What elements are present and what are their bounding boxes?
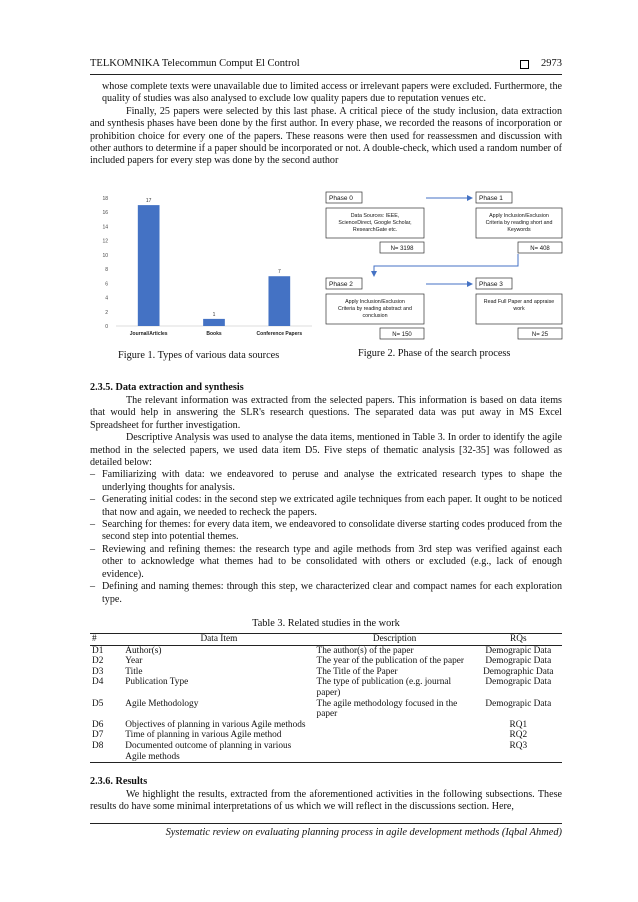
data-label: 1: [212, 311, 216, 318]
phase-description: Data Sources: IEEE,: [350, 213, 400, 219]
phase-label: Phase 2: [329, 281, 353, 288]
column-header: Description: [315, 634, 475, 646]
figure2-flow-diagram: [318, 190, 564, 340]
figure2-caption: Figure 2. Phase of the search process: [358, 348, 511, 359]
y-tick-label: 4: [105, 295, 108, 302]
arrow-phase1-to-phase2: [374, 254, 518, 276]
y-tick-label: 10: [102, 252, 108, 259]
y-tick-label: 2: [105, 309, 108, 316]
x-tick-label: Books: [206, 331, 222, 337]
intro-p1: whose complete texts were unavailable due to limited access or irrelevant papers were excluded. Furthermore, the quality of studies was also analysed to exclude low quality papers due to reputation venues etc.: [102, 81, 562, 105]
phase-description: Criteria by reading short and: [485, 220, 553, 226]
y-tick-label: 14: [102, 224, 108, 231]
y-tick-label: 8: [105, 267, 108, 274]
table-row: D3 Title The Title of the Paper Demographic Data: [92, 666, 554, 677]
table-row: D6 Objectives of planning in various Agile methods RQ1: [92, 719, 528, 730]
phase-count: N= 25: [531, 332, 549, 338]
phase-description: Keywords: [507, 227, 531, 233]
phase-count: N= 3198: [390, 246, 414, 252]
bar: [138, 205, 160, 326]
header-rule: [90, 74, 562, 75]
data-label: 7: [277, 269, 281, 276]
footer-rule: [90, 823, 562, 824]
intro-paragraph-continued: [90, 81, 562, 168]
column-header: RQs: [475, 634, 562, 646]
data-label: 17: [145, 198, 152, 205]
table-row: D5 Agile Methodology The agile methodology focused in the paper Demograpic Data: [92, 698, 552, 720]
phase-label: Phase 0: [329, 195, 353, 202]
bar: [203, 319, 225, 326]
y-tick-label: 12: [102, 238, 108, 245]
y-tick-label: 6: [105, 281, 108, 288]
x-tick-label: Conference Papers: [256, 331, 303, 337]
list-item: – Familiarizing with data: we endeavored to peruse and analyse the extricated research types to shape the underlying thoughts for analysis.: [90, 469, 562, 493]
section235-p2: Descriptive Analysis was used to analyse the data items, mentioned in Table 3. In order to identify the agile method in the selected papers, we used data item D5. Five steps of thematic analysis [32-35] was followed as detailed below:: [90, 432, 562, 469]
checkbox-square-icon: [520, 60, 529, 69]
section235-p1: The relevant information was extracted from the selected papers. This information is based on data items that would help in answering the SLR's research questions. The separated data was put away in MS Excel Spreadsheet for further investigation.: [90, 395, 562, 431]
bar: [268, 276, 290, 326]
table-header-row: [90, 634, 562, 646]
table-row: D4 Publication Type The type of publication (e.g. journal paper) Demograpic Data: [92, 677, 552, 698]
list-item: – Defining and naming themes: through this step, we characterized clear and compact names for each exploration type.: [90, 581, 562, 605]
phase-description: Apply Inclusion/Exclusion: [489, 213, 549, 219]
figure1-caption: Figure 1. Types of various data sources: [118, 350, 280, 361]
phase-label: Phase 3: [479, 281, 503, 288]
phase-description: Read Full Paper and appraise: [483, 299, 555, 305]
section-heading-2-3-5: 2.3.5. Data extraction and synthesis: [90, 382, 244, 393]
y-tick-label: 0: [105, 324, 108, 330]
table3: [90, 633, 562, 763]
phase-label: Phase 1: [479, 195, 503, 202]
table-row: D1 Author(s) The author(s) of the paper Demograpic Data: [92, 645, 552, 656]
phase-description: ResearchGate etc.: [352, 227, 398, 233]
column-header: Data Item: [123, 634, 314, 646]
phase-description: work: [513, 306, 525, 312]
phase-count: N= 408: [530, 246, 550, 252]
journal-title: TELKOMNIKA Telecommun Comput El Control: [90, 58, 300, 69]
page-number: 2973: [541, 58, 562, 69]
table-row: D2 Year The year of the publication of the paper Demograpic Data: [92, 656, 552, 667]
phase-count: N= 150: [392, 332, 412, 338]
figure1-bar-chart: [90, 190, 320, 340]
phase-description: Criteria by reading abstract and: [338, 306, 412, 312]
table3-caption: Table 3. Related studies in the work: [252, 618, 400, 629]
phase-description: ScienceDirect, Google Scholar,: [338, 220, 412, 226]
x-tick-label: Journal/Articles: [129, 331, 168, 337]
phase-description: conclusion: [362, 313, 388, 319]
phase-description: Apply Inclusion/Exclusion: [345, 299, 405, 305]
y-tick-label: 16: [102, 210, 108, 217]
thematic-steps-list: [90, 469, 562, 605]
y-tick-label: 18: [102, 196, 108, 202]
intro-p2: Finally, 25 papers were selected by this last phase. A critical piece of the study inclusion, data extraction and synthesis phases have been done by the first author. In every phase, we recorded the reasons of incorporation or prohibition choice for every one of the papers. These reasons were then used for reassessmen and discussion with other authors to determine if a paper should be incorporated or not. A double-check, which used a random number of included papers for every step was done by the second author: [90, 105, 562, 167]
table-row: D8 Documented outcome of planning in various Agile methods RQ3: [90, 741, 562, 763]
section236-p1: We highlight the results, extracted from the aforementioned activities in the following subsections. These results do have some minimal interpretations of us which we will reflect in the discussions section. Here,: [90, 789, 562, 813]
table-row: D7 Time of planning in various Agile method RQ2: [92, 730, 528, 741]
section-heading-2-3-6: 2.3.6. Results: [90, 776, 148, 787]
list-item: – Searching for themes: for every data item, we endeavored to consolidate diverse starting codes produced from the second step into potential themes.: [90, 519, 562, 543]
running-footer: Systematic review on evaluating planning process in agile development methods (Iqbal Ahmed): [165, 827, 562, 838]
list-item: – Generating initial codes: in the second step we extricated agile techniques from each paper. It ought to be noticed that now and again, we needed to recheck the papers.: [90, 494, 562, 518]
list-item: – Reviewing and refining themes: the research type and agile methods from 3rd step was verified against each other to acknowledge what themes had to be consolidated with others or excluded (e.g., lack of enough evidence).: [90, 543, 562, 580]
column-header: #: [90, 634, 123, 646]
section235-body: [90, 395, 562, 606]
section236-body: [90, 789, 562, 814]
